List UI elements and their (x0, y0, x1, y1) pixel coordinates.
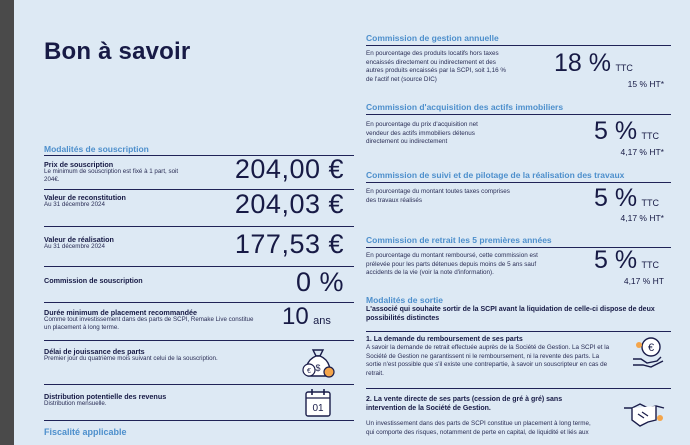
suivi-value-group (594, 184, 659, 213)
valeur-reconstitution-value: 204,03 € (234, 189, 344, 219)
duree-placement-value: 10 (282, 303, 309, 330)
sortie-option1-title: 1. La demande du remboursement de ses parts (366, 336, 523, 343)
divider (44, 226, 354, 227)
euro-refund-icon (629, 333, 667, 371)
acquisition-title: Commission d'acquisition des actifs immobiliers (366, 102, 564, 112)
distribution-desc: Distribution mensuelle. (44, 400, 107, 407)
acquisition-ht: 4,17 % HT* (620, 147, 664, 157)
retrait-title: Commission de retrait les 5 premières années (366, 235, 552, 245)
divider (366, 114, 671, 115)
acquisition-desc: En pourcentage du prix d'acquisition net vendeur des actifs immobiliers détenus directement ou indirectement (366, 121, 478, 146)
prix-souscription-desc: Le minimum de souscription est fixé à 1 part, soit 204€. (44, 168, 179, 184)
money-bag-icon (298, 342, 338, 382)
svg-text:€: € (307, 368, 311, 375)
sortie-title: Modalités de sortie (366, 295, 443, 305)
divider (44, 340, 354, 341)
sortie-option2-desc: Un investissement dans des parts de SCPI constitue un placement à long terme, qui comporte des risques, notamment de perte en capital, de liquidité et liés aux (366, 420, 591, 436)
sortie-option1-desc: A savoir la demande de retrait effectuée auprès de la Société de Gestion. La SCPI et la Société de Gestion ne garantissent ni le remboursement, ni la revente des parts. La sortie n'est possible que s'il existe une contrepartie, à savoir un souscripteur en cas de retrait. (366, 344, 610, 378)
valeur-realisation-label: Valeur de réalisation (44, 235, 114, 244)
divider (44, 384, 354, 385)
sortie-intro: L'associé qui souhaite sortir de la SCPI avant la liquidation de celle-ci dispose de deux possibilités distinctes (366, 306, 655, 323)
distribution-label: Distribution potentielle des revenus (44, 392, 167, 401)
delai-jouissance-desc: Premier jour du quatrième mois suivant celui de la souscription. (44, 355, 218, 362)
suivi-title: Commission de suivi et de pilotage de la réalisation des travaux (366, 170, 625, 180)
commission-souscription-label: Commission de souscription (44, 276, 143, 285)
retrait-desc: En pourcentage du montant remboursé, cette commission est prélevée pour les parts détenues depuis moins de 5 ans sauf accidents de la vie (voir la note d'information). (366, 252, 538, 277)
duree-placement-desc: Comme tout investissement dans des parts de SCPI, Remake Live constitue un placement à long terme. (44, 316, 254, 332)
retrait-ht: 4,17 % HT (623, 276, 664, 286)
page-title: Bon à savoir (44, 38, 191, 65)
divider (366, 331, 671, 332)
divider (44, 420, 354, 421)
duree-placement-label: Durée minimum de placement recommandée (44, 308, 197, 317)
suivi-desc: En pourcentage du montant toutes taxes comprises des travaux réalisés (366, 188, 510, 204)
document-page (14, 0, 690, 445)
duree-placement-value-group (282, 303, 331, 331)
gestion-ht: 15 % HT* (627, 79, 664, 89)
divider (366, 45, 671, 46)
valeur-reconstitution-desc: Au 31 décembre 2024 (44, 201, 105, 208)
valeur-realisation-desc: Au 31 décembre 2024 (44, 243, 105, 250)
retrait-ttc: TTC (641, 260, 660, 270)
prix-souscription-label: Prix de souscription (44, 160, 114, 169)
retrait-value: 5 % (594, 246, 638, 274)
calendar-day-text: 01 (312, 403, 324, 414)
divider (366, 182, 671, 183)
divider (366, 388, 671, 389)
svg-text:€: € (647, 342, 655, 354)
suivi-value: 5 % (594, 184, 638, 212)
delai-jouissance-label: Délai de jouissance des parts (44, 347, 145, 356)
duree-placement-unit: ans (313, 315, 331, 327)
svg-text:$: $ (315, 363, 321, 373)
section-title-souscription: Modalités de souscription (44, 144, 149, 154)
suivi-ttc: TTC (641, 198, 660, 208)
sortie-option2-title: 2. La vente directe de ses parts (cession de gré à gré) sans intervention de la Société de Gestion. (366, 396, 563, 413)
commission-souscription-value: 0 % (295, 267, 344, 297)
acquisition-ttc: TTC (641, 131, 660, 141)
section-title-fiscalite: Fiscalité applicable (44, 427, 127, 437)
acquisition-value: 5 % (594, 117, 638, 145)
handshake-icon (622, 400, 666, 430)
gestion-ttc: TTC (615, 63, 633, 73)
suivi-ht: 4,17 % HT* (620, 213, 664, 223)
retrait-value-group (594, 246, 659, 275)
valeur-reconstitution-label: Valeur de reconstitution (44, 193, 126, 202)
gestion-value-group (554, 49, 633, 78)
gestion-desc: En pourcentage des produits locatifs hors taxes encaissés directement ou indirectement et des autres produits encaissés par la SCPI, soit 1,16 % de l'actif net (source DIC) (366, 50, 507, 84)
valeur-realisation-value: 177,53 € (234, 229, 344, 259)
gestion-title: Commission de gestion annuelle (366, 33, 499, 43)
prix-souscription-value: 204,00 € (234, 154, 344, 184)
acquisition-value-group (594, 117, 659, 146)
calendar-icon (304, 388, 332, 418)
gestion-value: 18 % (554, 49, 611, 77)
